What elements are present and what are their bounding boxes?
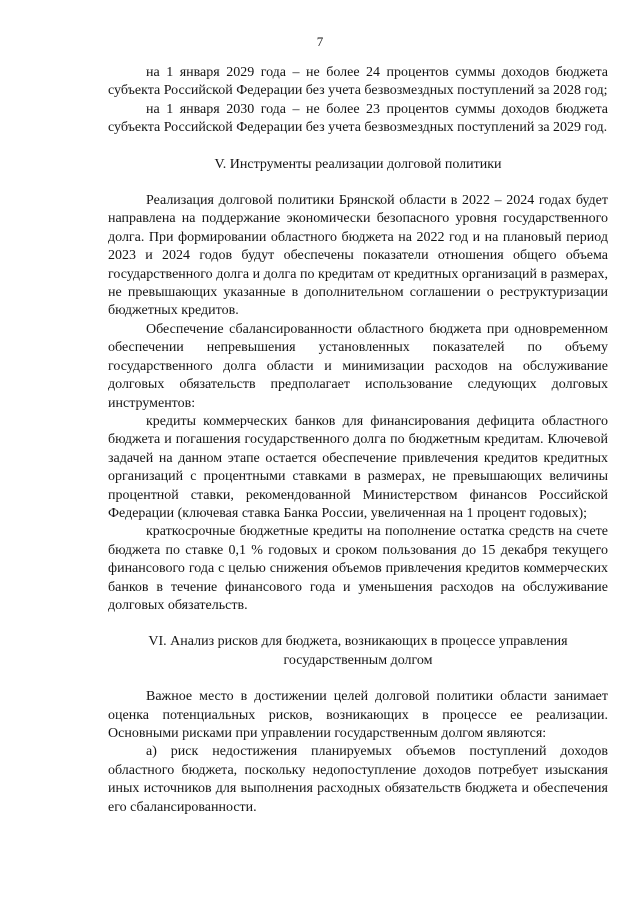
document-body: [108, 64, 608, 817]
section-6-paragraph-1: Важное место в достижении целей долговой политики области занимает оценка потенциальных рисков, возникающих в процессе ее реализации. Основными рисками при управлении государственным долгом являются:: [108, 689, 608, 741]
section-5-list-item-2: краткосрочные бюджетные кредиты на пополнение остатка средств на счете бюджета по ставке 0,1 % годовых и сроком пользования до 15 декабря текущего финансового года с целью снижения объемов привлечения кредитов коммерческих банков в течение финансового года и уменьшения расходов на обслуживание долговых обязательств.: [108, 524, 608, 613]
section-6-heading: [108, 633, 608, 670]
section-5-paragraph-2: Обеспечение сбалансированности областного бюджета при одновременном обеспечении непревышения установленных показателей по объему государственного долга области и минимизации расходов на обслуживание долговых обязательств предполагает использование следующих долговых инструментов:: [108, 321, 608, 411]
intro-paragraph-2: на 1 января 2030 года – не более 23 процентов суммы доходов бюджета субъекта Российской Федерации без учета безвозмездных поступлений за 2029 год.: [108, 101, 608, 136]
intro-paragraph-1: на 1 января 2029 года – не более 24 процентов суммы доходов бюджета субъекта Российской Федерации без учета безвозмездных поступлений за 2028 год;: [108, 65, 608, 99]
section-5-list-item-1: кредиты коммерческих банков для финансирования дефицита областного бюджета и погашения государственного долга по бюджетным кредитам. Ключевой задачей на данном этапе остается обеспечение привлечения кредитов кредитных организаций с процентными ставками в размерах, не превышающих величины процентной ставки, рекомендованной Министерством финансов Российской Федерации (ключевая ставка Банка России, увеличенная на 1 процент годовых);: [108, 413, 608, 521]
section-5-paragraph-1: Реализация долговой политики Брянской области в 2022 – 2024 годах будет направлена на поддержание экономически безопасного уровня государственного долга. При формировании областного бюджета на 2022 год и на плановый период 2023 и 2024 годов будут обеспечены показатели отношения общего объема государственного долга и долга по кредитам от кредитных организаций в размерах, не превышающих указанные в дополнительном соглашении о реструктуризации бюджетных кредитов.: [108, 193, 608, 319]
section-6-heading-line-1: VI. Анализ рисков для бюджета, возникающих в процессе управления: [148, 634, 568, 650]
section-5-heading: V. Инструменты реализации долговой политики: [214, 156, 502, 172]
page-number: 7: [316, 34, 324, 49]
section-6-heading-line-2: государственным долгом: [283, 652, 433, 668]
section-6-list-item-a: а) риск недостижения планируемых объемов поступлений доходов областного бюджета, поскольку недопоступление доходов потребует изыскания иных источников для выполнения расходных обязательств бюджета и обеспечения его сбалансированности.: [108, 744, 608, 815]
